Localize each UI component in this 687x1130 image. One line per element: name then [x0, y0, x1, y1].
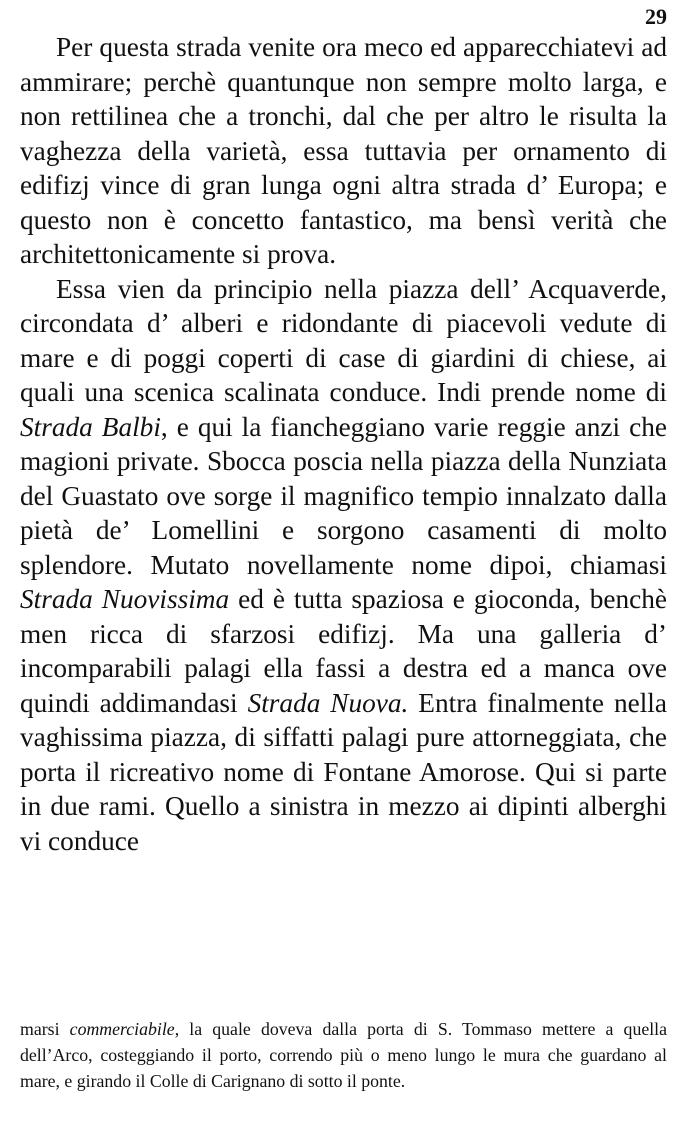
- paragraph: [20, 272, 667, 859]
- italic-text: Strada Nuova.: [247, 687, 409, 718]
- italic-text: Strada Balbi: [20, 411, 161, 442]
- text-run: Per questa strada venite ora meco ed apparecchiatevi ad ammirare; perchè quantunque non sempre molto larga, e non rettilinea che a tronchi, dal che per altro le risulta la vaghezza della varietà, essa tuttavia per ornamento di edifizj vince di gran lunga ogni altra strada d’ Europa; e questo non è concetto fantastico, ma bensì verità che architettonicamente si prova.: [20, 32, 667, 269]
- italic-text: Strada Nuovissima: [20, 584, 230, 614]
- main-text: [20, 30, 667, 858]
- italic-text: commerciabile: [69, 1019, 175, 1039]
- text-run: , la quale doveva dalla porta di S. Tommaso mettere a quella dell’Arco, costeggiando il porto, correndo più o meno lungo le mura che guardano al mare, e girando il Colle di Carignano di sotto il ponte.: [20, 1019, 668, 1091]
- footnote: [20, 1016, 667, 1094]
- text-run: marsi: [20, 1019, 70, 1039]
- text-run: ed è tutta spaziosa e gioconda, benchè men ricca di sfarzosi edifizj. Ma una galleria d’ incomparabili palagi ella fassi a destra ed a manca ove quindi addimandasi: [20, 584, 667, 718]
- text-run: , e qui la fiancheggiano varie reggie anzi che magioni private. Sbocca poscia nella piazza della Nunziata del Guastato ove sorge il magnifico tempio innalzato dalla pietà de’ Lomellini e sorgono casamenti di molto splendore. Mutato novellamente nome dipoi, chiamasi: [20, 411, 667, 580]
- page-number: 29: [645, 4, 667, 29]
- text-run: Essa vien da principio nella piazza dell’ Acquaverde, circondata d’ alberi e ridondante di piacevoli vedute di mare e di poggi coperti di case di giardini di chiese, ai quali una scenica scalinata conduce. Indi prende nome di: [20, 273, 667, 407]
- footnote-paragraph: [20, 1016, 667, 1094]
- paragraph: [20, 30, 667, 272]
- text-run: Entra finalmente nella vaghissima piazza, di siffatti palagi pure attorneggiata, che porta il ricreativo nome di Fontane Amorose. Qui si parte in due rami. Quello a sinistra in mezzo ai dipinti alberghi vi conduce: [20, 687, 667, 856]
